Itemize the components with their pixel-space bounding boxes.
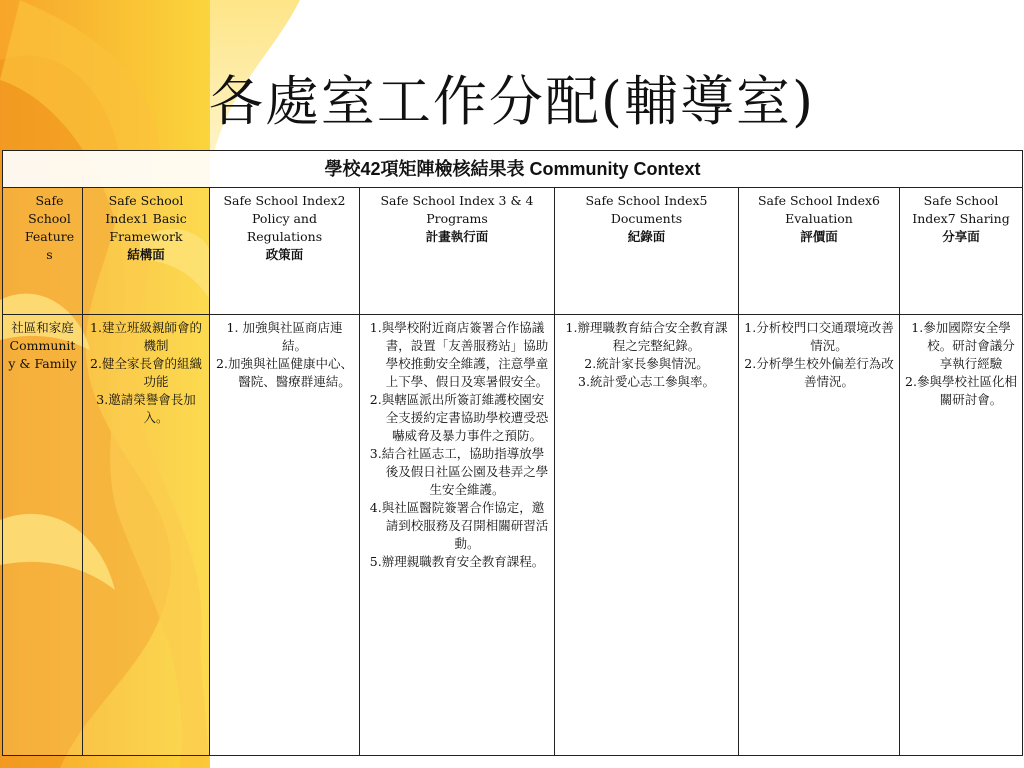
cell-index5 <box>555 315 739 756</box>
list-item: 2.與轄區派出所簽訂維護校園安全支援約定書協助學校遭受恐嚇威脅及暴力事件之預防。 <box>369 392 549 443</box>
column-header-index6 <box>739 188 900 315</box>
cell-index1 <box>83 315 210 756</box>
column-header-en: Safe School Index1 Basic Framework <box>105 193 187 244</box>
column-header-zh: 計畫執行面 <box>425 229 489 244</box>
column-header-zh: 政策面 <box>265 247 304 262</box>
list-item: 2.分析學生校外偏差行為改善情況。 <box>744 356 894 389</box>
column-header-en: Safe School Index2 Policy and Regulations <box>223 193 346 244</box>
cell-index7 <box>900 315 1023 756</box>
cell-index6 <box>739 315 900 756</box>
column-header-index3-4 <box>360 188 555 315</box>
column-header-index5 <box>555 188 739 315</box>
list-item: 1.與學校附近商店簽署合作協議書，設置「友善服務站」協助學校推動安全維護，注意學童上下學、假日及寒暑假安全。 <box>369 320 549 389</box>
column-header-index2 <box>210 188 360 315</box>
cell-index2 <box>210 315 360 756</box>
list-item: 1. 加強與社區商店連結。 <box>226 320 343 353</box>
column-header-features <box>3 188 83 315</box>
table-heading: 學校42項矩陣檢核結果表 Community Context <box>3 151 1023 188</box>
list-item: 1.分析校門口交通環境改善情況。 <box>744 320 894 353</box>
list-item: 5.辦理親職教育安全教育課程。 <box>369 554 545 569</box>
column-header-en: Safe School Index6 Evaluation <box>757 193 881 226</box>
row-label-text: 社區和家庭Community & Family <box>8 320 77 371</box>
column-header-zh: 紀錄面 <box>627 229 666 244</box>
list-item: 2.健全家長會的組織功能 <box>90 356 202 389</box>
column-header-en: Safe School Index7 Sharing <box>912 193 1010 226</box>
list-item: 1.辦理職教育結合安全教育課程之完整紀錄。 <box>565 320 728 353</box>
matrix-table <box>2 150 1023 756</box>
list-item: 2.統計家長參與情況。 <box>584 356 709 371</box>
list-item: 1.參加國際安全學校。研討會議分享執行經驗 <box>911 320 1015 371</box>
list-item: 4.與社區醫院簽署合作協定，邀請到校服務及召開相關研習活動。 <box>369 500 549 551</box>
list-item: 3.統計愛心志工參與率。 <box>578 374 715 389</box>
column-header-en: Safe School Index5 Documents <box>585 193 708 226</box>
column-header-zh: 分享面 <box>942 229 980 244</box>
list-item: 1.建立班級親師會的機制 <box>90 320 202 353</box>
column-header-index1 <box>83 188 210 315</box>
column-header-en: Safe School Features <box>24 193 75 262</box>
cell-index3-4 <box>360 315 555 756</box>
row-label-community-family <box>3 315 83 756</box>
column-header-index7 <box>900 188 1023 315</box>
column-header-zh: 結構面 <box>127 247 165 262</box>
column-header-en: Safe School Index 3 & 4 Programs <box>380 193 534 226</box>
column-header-zh: 評價面 <box>800 229 838 244</box>
slide-title: 各處室工作分配(輔導室) <box>208 70 816 133</box>
matrix-table-container <box>2 150 1022 756</box>
list-item: 2.參與學校社區化相關研討會。 <box>905 374 1017 407</box>
list-item: 2.加強與社區健康中心、醫院、醫療群連結。 <box>216 356 353 389</box>
list-item: 3.結合社區志工，協助指導放學後及假日社區公園及巷弄之學生安全維護。 <box>369 446 549 497</box>
list-item: 3.邀請榮譽會長加入。 <box>96 392 196 425</box>
